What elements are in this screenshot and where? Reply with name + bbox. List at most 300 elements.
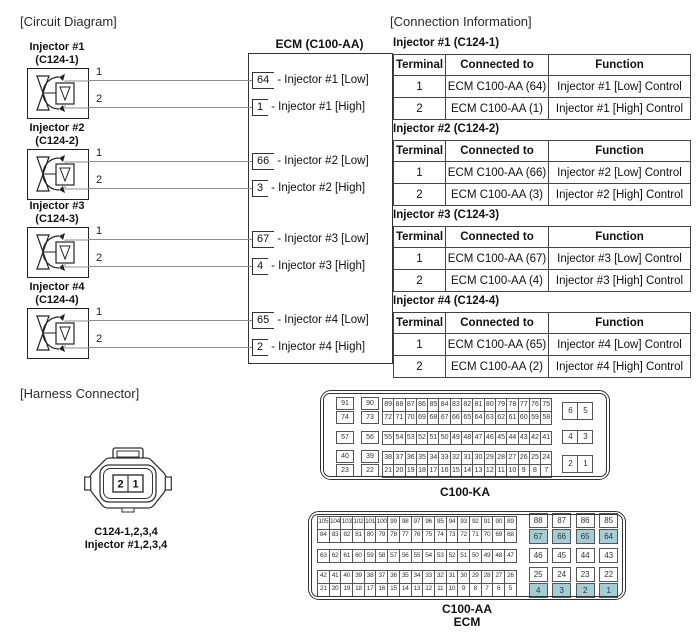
ecm-pin-row	[252, 71, 369, 89]
pin-group-row	[529, 583, 619, 598]
pin-81: 81	[472, 398, 484, 412]
table-cell: Injector #1 [High] Control	[549, 98, 691, 120]
pin-72: 72	[457, 529, 470, 543]
harness-pin-2: 2	[117, 478, 124, 491]
pin-group-row	[562, 430, 592, 444]
injector-coil-icon	[28, 345, 88, 362]
pin-12: 12	[422, 583, 435, 597]
pin-43: 43	[518, 431, 530, 445]
pin-41: 41	[329, 570, 342, 584]
pin-group	[562, 455, 592, 473]
pin-47: 47	[504, 549, 517, 563]
pin-group	[361, 397, 379, 424]
pin-group-row	[382, 431, 551, 444]
pin-59: 59	[364, 549, 377, 563]
pin-4: 4	[562, 430, 578, 444]
wire-terminal-number: 2	[96, 174, 103, 186]
pin-10: 10	[506, 464, 518, 478]
pin-78: 78	[387, 529, 400, 543]
connector-bottom-notch	[122, 508, 134, 512]
connector-tab-left	[85, 477, 91, 490]
pin-78: 78	[506, 398, 518, 412]
pin-3: 3	[552, 583, 571, 598]
pin-30: 30	[457, 570, 470, 584]
table-header-cell: Terminal	[394, 55, 446, 76]
pin-54: 54	[393, 431, 405, 445]
pin-group-row	[382, 398, 551, 411]
pin-34: 34	[411, 570, 424, 584]
ecm-pin-label: - Injector #2 [High]	[271, 182, 366, 194]
table-cell: 2	[394, 98, 446, 120]
pin-group-row	[361, 450, 379, 463]
pin-100: 100	[375, 516, 388, 530]
pin-105: 105	[317, 516, 330, 530]
table-cell: 2	[394, 184, 446, 206]
pin-group-row	[361, 431, 379, 444]
pin-group-row	[562, 402, 592, 420]
connection-table	[393, 54, 691, 120]
table-row	[394, 270, 691, 292]
pin-1: 1	[577, 455, 593, 473]
harness-connector-drawing	[84, 446, 172, 520]
pin-71: 71	[469, 529, 482, 543]
pin-68: 68	[427, 411, 439, 425]
pin-68: 68	[504, 529, 517, 543]
pin-group-row	[336, 464, 354, 477]
pin-84: 84	[438, 398, 450, 412]
pin-43: 43	[599, 548, 618, 563]
pin-group-row	[382, 451, 551, 464]
pin-37: 37	[393, 451, 405, 465]
pin-group	[317, 516, 516, 542]
table-caption: Injector #4 (C124-4)	[393, 295, 500, 307]
pin-21: 21	[382, 464, 394, 478]
table-cell: 1	[394, 76, 446, 98]
table-header-cell: Connected to	[446, 227, 549, 248]
pin-7: 7	[540, 464, 552, 478]
ecm-pin-row	[252, 338, 365, 356]
table-cell: 1	[394, 162, 446, 184]
pin-20: 20	[329, 583, 342, 597]
pin-69: 69	[416, 411, 428, 425]
ecm-pin-label: - Injector #4 [Low]	[277, 314, 369, 326]
pin-26: 26	[518, 451, 530, 465]
pin-86: 86	[416, 398, 428, 412]
pin-89: 89	[382, 398, 394, 412]
injector-name: Injector #2	[29, 122, 85, 134]
pin-32: 32	[434, 570, 447, 584]
pin-101: 101	[364, 516, 377, 530]
pin-53: 53	[434, 549, 447, 563]
pin-63: 63	[317, 549, 330, 563]
pin-22: 22	[599, 567, 618, 582]
table-cell: ECM C100-AA (64)	[446, 76, 549, 98]
pin-38: 38	[364, 570, 377, 584]
harness-connector-name: C124-1,2,3,4	[94, 526, 158, 538]
pin-67: 67	[438, 411, 450, 425]
ecm-pin-row	[252, 230, 369, 248]
pin-28: 28	[495, 451, 507, 465]
connector-c100-aa-label: C100-AA	[441, 602, 492, 616]
pin-group-row	[317, 570, 516, 583]
pin-65: 65	[461, 411, 473, 425]
pin-96: 96	[422, 516, 435, 530]
connection-table	[393, 226, 691, 292]
pin-35: 35	[399, 570, 412, 584]
pin-70: 70	[481, 529, 494, 543]
table-cell: ECM C100-AA (3)	[446, 184, 549, 206]
injector-connector-code: (C124-3)	[35, 213, 79, 225]
pin-5: 5	[577, 402, 593, 420]
pin-79: 79	[495, 398, 507, 412]
pin-4: 4	[529, 583, 548, 598]
pin-73: 73	[361, 411, 379, 424]
pin-67: 67	[529, 529, 548, 544]
injector-symbol-box	[27, 68, 89, 119]
table-header-cell: Terminal	[394, 313, 446, 334]
table-header-cell: Terminal	[394, 227, 446, 248]
pin-52: 52	[446, 549, 459, 563]
ecm-pin-number: 67	[252, 231, 274, 248]
table-cell: ECM C100-AA (65)	[446, 334, 549, 356]
pin-48: 48	[461, 431, 473, 445]
wire-injector4-1	[88, 320, 253, 321]
table-cell: Injector #4 [High] Control	[549, 356, 691, 378]
pin-17: 17	[427, 464, 439, 478]
pin-57: 57	[336, 431, 354, 444]
pin-23: 23	[576, 567, 595, 582]
ecm-pin-label: - Injector #1 [Low]	[277, 74, 369, 86]
pin-37: 37	[375, 570, 388, 584]
table-cell: 1	[394, 334, 446, 356]
pin-98: 98	[399, 516, 412, 530]
injector-name: Injector #4	[29, 281, 85, 293]
connector-tab-right	[165, 477, 171, 490]
injector-name: Injector #1	[29, 41, 85, 53]
wire-terminal-number: 1	[96, 306, 103, 318]
pin-60: 60	[352, 549, 365, 563]
pin-45: 45	[495, 431, 507, 445]
pin-11: 11	[495, 464, 507, 478]
pin-27: 27	[506, 451, 518, 465]
pin-group-row	[382, 464, 551, 477]
ecm-pin-number: 4	[252, 258, 268, 275]
pin-group-row	[529, 567, 619, 582]
table-header-cell: Function	[549, 313, 691, 334]
pin-8: 8	[529, 464, 541, 478]
pin-51: 51	[427, 431, 439, 445]
pin-62: 62	[329, 549, 342, 563]
table-cell: Injector #1 [Low] Control	[549, 76, 691, 98]
pin-2: 2	[562, 455, 578, 473]
pin-42: 42	[317, 570, 330, 584]
pin-band	[336, 450, 609, 477]
pin-9: 9	[518, 464, 530, 478]
pin-31: 31	[461, 451, 473, 465]
ecm-pin-label: - Injector #1 [High]	[271, 101, 366, 113]
pin-99: 99	[387, 516, 400, 530]
pin-29: 29	[469, 570, 482, 584]
ecm-title: ECM (C100-AA)	[275, 37, 364, 51]
pin-13: 13	[472, 464, 484, 478]
pin-76: 76	[529, 398, 541, 412]
pin-58: 58	[540, 411, 552, 425]
ecm-pin-number: 1	[252, 99, 268, 116]
table-caption: Injector #3 (C124-3)	[393, 209, 500, 221]
pin-group	[562, 402, 592, 420]
injector-name: Injector #3	[29, 200, 85, 212]
injector-connector-code: (C124-4)	[35, 294, 79, 306]
ecm-pin-number: 2	[252, 339, 268, 356]
pin-6: 6	[492, 583, 505, 597]
pin-group	[382, 451, 551, 477]
table-row	[394, 98, 691, 120]
pin-band	[336, 430, 609, 444]
pin-group-row	[317, 529, 516, 542]
harness-connector-section-title: [Harness Connector]	[20, 386, 140, 401]
pin-group	[382, 398, 551, 424]
pin-group-row	[361, 464, 379, 477]
pin-57: 57	[387, 549, 400, 563]
pin-2: 2	[576, 583, 595, 598]
pin-14: 14	[399, 583, 412, 597]
pin-91: 91	[336, 397, 354, 410]
table-cell: Injector #4 [Low] Control	[549, 334, 691, 356]
ecm-pin-row	[252, 257, 365, 275]
pin-44: 44	[576, 548, 595, 563]
ecm-pin-row	[252, 152, 369, 170]
wire-terminal-number: 2	[96, 93, 103, 105]
pin-7: 7	[481, 583, 494, 597]
pin-87: 87	[405, 398, 417, 412]
pin-82: 82	[340, 529, 353, 543]
wire-terminal-number: 1	[96, 225, 103, 237]
pin-35: 35	[416, 451, 428, 465]
ecm-pin-label: - Injector #4 [High]	[271, 341, 366, 353]
harness-pin-1: 1	[132, 478, 139, 491]
pin-group-row	[529, 548, 619, 563]
pin-95: 95	[434, 516, 447, 530]
pin-30: 30	[472, 451, 484, 465]
ecm-pin-label: - Injector #2 [Low]	[277, 155, 369, 167]
pin-10: 10	[446, 583, 459, 597]
connection-info-section-title: [Connection Information]	[390, 14, 532, 29]
wire-injector4-2	[88, 347, 253, 348]
table-cell: ECM C100-AA (66)	[446, 162, 549, 184]
pin-group-row	[529, 513, 619, 528]
pin-group	[562, 430, 592, 444]
wire-terminal-number: 2	[96, 333, 103, 345]
table-header-cell: Function	[549, 55, 691, 76]
pin-22: 22	[361, 464, 379, 477]
pin-86: 86	[576, 513, 595, 528]
ecm-pin-label: - Injector #3 [Low]	[277, 233, 369, 245]
pin-29: 29	[484, 451, 496, 465]
pin-52: 52	[416, 431, 428, 445]
pin-85: 85	[599, 513, 618, 528]
connector-c100-aa	[308, 511, 626, 600]
table-cell: ECM C100-AA (1)	[446, 98, 549, 120]
pin-89: 89	[504, 516, 517, 530]
pin-46: 46	[529, 548, 548, 563]
pin-64: 64	[472, 411, 484, 425]
pin-36: 36	[405, 451, 417, 465]
pin-90: 90	[492, 516, 505, 530]
pin-74: 74	[434, 529, 447, 543]
table-cell: ECM C100-AA (2)	[446, 356, 549, 378]
pin-14: 14	[461, 464, 473, 478]
table-header-row	[394, 313, 691, 334]
pin-60: 60	[518, 411, 530, 425]
pin-63: 63	[484, 411, 496, 425]
pin-77: 77	[518, 398, 530, 412]
pin-19: 19	[340, 583, 353, 597]
injector-coil-icon	[28, 105, 88, 122]
pin-group-row	[529, 529, 619, 544]
harness-connector-desc: Injector #1,2,3,4	[84, 539, 168, 551]
ecm-pin-row	[252, 179, 365, 197]
pin-94: 94	[446, 516, 459, 530]
table-cell: ECM C100-AA (4)	[446, 270, 549, 292]
pin-9: 9	[457, 583, 470, 597]
table-header-row	[394, 55, 691, 76]
pin-61: 61	[506, 411, 518, 425]
pin-93: 93	[457, 516, 470, 530]
connection-table	[393, 312, 691, 378]
pin-32: 32	[450, 451, 462, 465]
pin-17: 17	[364, 583, 377, 597]
pin-92: 92	[469, 516, 482, 530]
pin-80: 80	[484, 398, 496, 412]
table-header-cell: Function	[549, 141, 691, 162]
pin-71: 71	[393, 411, 405, 425]
table-row	[394, 334, 691, 356]
table-cell: Injector #3 [High] Control	[549, 270, 691, 292]
pin-12: 12	[484, 464, 496, 478]
pin-41: 41	[540, 431, 552, 445]
table-header-cell: Terminal	[394, 141, 446, 162]
pin-group-row	[336, 411, 354, 424]
pin-39: 39	[361, 450, 379, 463]
pin-53: 53	[405, 431, 417, 445]
pin-90: 90	[361, 397, 379, 410]
pin-group-row	[317, 516, 516, 529]
table-row	[394, 184, 691, 206]
pin-group-row	[336, 431, 354, 444]
table-header-row	[394, 141, 691, 162]
pin-28: 28	[481, 570, 494, 584]
pin-15: 15	[387, 583, 400, 597]
connector-c100-ka-label: C100-KA	[439, 485, 490, 499]
pin-91: 91	[481, 516, 494, 530]
pin-26: 26	[504, 570, 517, 584]
pin-group-row	[336, 397, 354, 410]
pin-77: 77	[399, 529, 412, 543]
wire-injector3-1	[88, 239, 253, 240]
ecm-pin-number: 65	[252, 312, 274, 329]
pin-group	[317, 570, 516, 596]
wire-injector1-1	[88, 80, 253, 81]
pin-group-row	[317, 549, 516, 562]
pin-24: 24	[552, 567, 571, 582]
pin-group	[336, 397, 354, 424]
pin-104: 104	[329, 516, 342, 530]
pin-1: 1	[599, 583, 618, 598]
pin-97: 97	[411, 516, 424, 530]
ecm-pin-number: 66	[252, 153, 274, 170]
table-header-row	[394, 227, 691, 248]
pin-70: 70	[405, 411, 417, 425]
pin-88: 88	[393, 398, 405, 412]
table-cell: 2	[394, 270, 446, 292]
pin-62: 62	[495, 411, 507, 425]
pin-65: 65	[576, 529, 595, 544]
pin-group	[361, 431, 379, 444]
pin-25: 25	[529, 451, 541, 465]
pin-group-row	[317, 583, 516, 596]
pin-3: 3	[577, 430, 593, 444]
pin-58: 58	[375, 549, 388, 563]
pin-85: 85	[427, 398, 439, 412]
injector-connector-code: (C124-2)	[35, 135, 79, 147]
table-row	[394, 248, 691, 270]
pin-49: 49	[481, 549, 494, 563]
pin-56: 56	[399, 549, 412, 563]
pin-79: 79	[375, 529, 388, 543]
pin-18: 18	[416, 464, 428, 478]
pin-83: 83	[450, 398, 462, 412]
wire-terminal-number: 2	[96, 252, 103, 264]
pin-16: 16	[438, 464, 450, 478]
pin-group	[529, 548, 619, 563]
pin-88: 88	[529, 513, 548, 528]
pin-23: 23	[336, 464, 354, 477]
pin-group-row	[361, 411, 379, 424]
pin-34: 34	[427, 451, 439, 465]
table-header-cell: Connected to	[446, 313, 549, 334]
pin-84: 84	[317, 529, 330, 543]
pin-82: 82	[461, 398, 473, 412]
pin-24: 24	[540, 451, 552, 465]
pin-8: 8	[469, 583, 482, 597]
pin-56: 56	[361, 431, 379, 444]
pin-6: 6	[562, 402, 578, 420]
pin-27: 27	[492, 570, 505, 584]
table-caption: Injector #2 (C124-2)	[393, 123, 500, 135]
pin-55: 55	[411, 549, 424, 563]
pin-80: 80	[364, 529, 377, 543]
table-row	[394, 162, 691, 184]
pin-66: 66	[552, 529, 571, 544]
pin-group	[361, 450, 379, 477]
pin-44: 44	[506, 431, 518, 445]
pin-102: 102	[352, 516, 365, 530]
pin-band	[317, 548, 625, 563]
pin-group-row	[361, 397, 379, 410]
pin-81: 81	[352, 529, 365, 543]
pin-75: 75	[540, 398, 552, 412]
wire-terminal-number: 1	[96, 147, 103, 159]
pin-group	[382, 431, 551, 444]
connector-c100-aa-sublabel: ECM	[453, 615, 481, 629]
pin-5: 5	[504, 583, 517, 597]
table-cell: Injector #2 [High] Control	[549, 184, 691, 206]
pin-76: 76	[411, 529, 424, 543]
connector-c100-ka	[320, 390, 610, 480]
pin-64: 64	[599, 529, 618, 544]
injector-symbol-box	[27, 227, 89, 278]
pin-band	[317, 567, 625, 598]
